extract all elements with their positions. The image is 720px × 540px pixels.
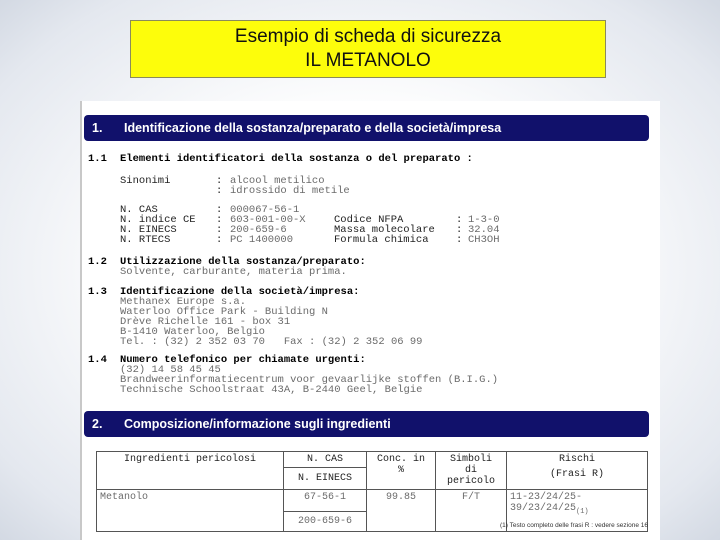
phone-line: (32) 14 58 45 45	[120, 364, 221, 376]
subsection-label: Utilizzazione della sostanza/preparato:	[120, 256, 366, 268]
section-2-header	[84, 411, 649, 437]
colon: :	[216, 224, 223, 236]
ingredient-conc: 99.85	[385, 492, 416, 503]
colon: :	[216, 185, 223, 197]
field-value: 000067-56-1	[230, 204, 300, 216]
cell-conc	[367, 490, 436, 532]
field-value: 200-659-6	[230, 224, 287, 236]
phone-line: Technische Schoolstraat 43A, B-2440 Geel, Belgie	[120, 384, 423, 396]
field-label: N. CAS	[120, 204, 158, 216]
cell-symbols	[436, 490, 507, 532]
address-line: Tel. : (32) 2 352 03 70 Fax : (32) 2 352 06 99	[120, 336, 423, 348]
header-risks: Rischi	[558, 454, 595, 465]
field-value: 1-3-0	[468, 214, 500, 226]
table-header-row	[97, 452, 648, 490]
cell-ingredient	[97, 490, 284, 532]
field-value: CH3OH	[468, 234, 500, 246]
field-value: PC 1400000	[230, 234, 294, 246]
address-line: Drève Richelle 161 - box 31	[120, 316, 291, 328]
header-risks-2: (Frasi R)	[549, 469, 604, 480]
field-label: Massa molecolare	[334, 224, 435, 236]
section-heading: Composizione/informazione sugli ingredienti	[124, 417, 391, 431]
address-line: Methanex Europe s.a.	[120, 296, 247, 308]
slide-title-line1: Esempio di scheda di sicurezza	[234, 26, 502, 47]
header-conc-unit: %	[397, 465, 404, 476]
address-line: B-1410 Waterloo, Belgio	[120, 326, 265, 338]
header-symbols-3: pericolo	[446, 476, 495, 487]
slide-title-box	[130, 20, 606, 78]
safety-data-sheet	[80, 101, 660, 540]
ingredient-einecs: 200-659-6	[297, 516, 352, 527]
colon: :	[456, 234, 463, 246]
colon: :	[216, 175, 223, 187]
field-label: N. indice CE	[120, 214, 196, 226]
header-cell	[97, 452, 284, 490]
field-label: Codice NFPA	[334, 214, 404, 226]
field-label: N. EINECS	[120, 224, 177, 236]
section-1-header	[84, 115, 649, 141]
ingredients-table	[96, 451, 648, 532]
header-einecs: N. EINECS	[297, 473, 352, 484]
colon: :	[456, 224, 463, 236]
field-value: idrossido di metile	[230, 185, 350, 197]
header-cell	[436, 452, 507, 490]
header-cell	[284, 452, 367, 490]
subsection-number: 1.2	[88, 256, 107, 268]
header-conc: Conc. in	[376, 454, 425, 465]
field-value: 32.04	[468, 224, 500, 236]
header-cas: N. CAS	[284, 452, 366, 468]
subsection-number: 1.1	[88, 153, 107, 165]
header-symbols-2: di	[464, 465, 477, 476]
field-label: N. RTECS	[120, 234, 171, 246]
header-cell	[367, 452, 436, 490]
cell-cas	[284, 490, 367, 532]
address-line: Waterloo Office Park - Building N	[120, 306, 328, 318]
section-heading: Identificazione della sostanza/preparato e della società/impresa	[124, 121, 502, 135]
field-value: alcool metilico	[230, 175, 325, 187]
field-label: Formula chimica	[334, 234, 429, 246]
header-cell	[507, 452, 648, 490]
section-number: 2.	[92, 417, 103, 431]
colon: :	[456, 214, 463, 226]
ingredient-risks: 11-23/24/25-	[510, 492, 583, 503]
ingredient-name: Metanolo	[100, 492, 149, 503]
header-symbols: Simboli	[449, 454, 492, 465]
phone-line: Brandweerinformatiecentrum voor gevaarlijke stoffen (B.I.G.)	[120, 374, 499, 386]
colon: :	[216, 204, 223, 216]
colon: :	[216, 234, 223, 246]
slide-title-line2: IL METANOLO	[305, 50, 431, 71]
footnote: (1) Testo completo delle frasi R : vedere sezione 16	[499, 522, 648, 529]
field-label: Sinonimi	[120, 175, 171, 187]
ingredient-symbols: F/T	[461, 492, 480, 503]
subsection-number: 1.3	[88, 286, 107, 298]
ingredient-risks-2: 39/23/24/25	[510, 503, 577, 514]
ingredient-cas: 67-56-1	[284, 490, 366, 512]
subsection-label: Numero telefonico per chiamate urgenti:	[120, 354, 366, 366]
subsection-label: Elementi identificatori della sostanza o del preparato :	[120, 153, 473, 165]
header-ingredients: Ingredienti pericolosi	[123, 454, 257, 465]
field-value: Solvente, carburante, materia prima.	[120, 266, 347, 278]
section-number: 1.	[92, 121, 103, 135]
colon: :	[216, 214, 223, 226]
subsection-label: Identificazione della società/impresa:	[120, 286, 360, 298]
footnote-ref: (1)	[576, 508, 589, 516]
subsection-number: 1.4	[88, 354, 107, 366]
field-value: 603-001-00-X	[230, 214, 306, 226]
